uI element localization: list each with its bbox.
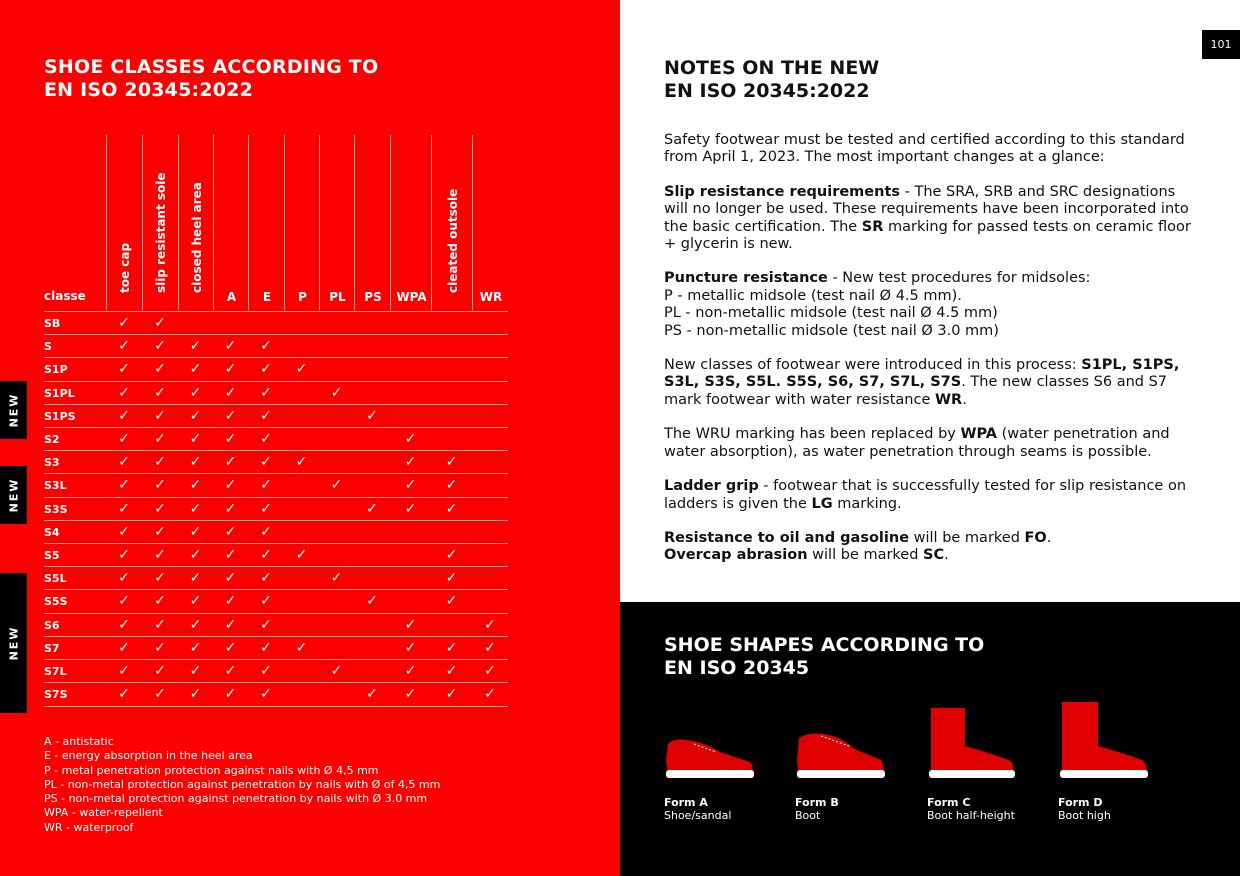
notes-ladder: Ladder grip - footwear that is successfully tested for slip resistance on ladders is given the LG marking. [664,478,1187,512]
check-mark: ✓ [260,477,272,494]
class-label: SB [44,317,61,330]
check-mark: ✓ [154,570,166,587]
check-mark: ✓ [189,407,202,424]
form-a: Form A Shoe/sandal [664,702,774,822]
check-mark: ✓ [154,338,166,355]
class-label: S [44,340,52,354]
class-label: S1P [44,363,68,377]
check-mark: ✓ [118,361,130,378]
check-mark: ✓ [224,407,237,424]
shoe-icon [664,702,756,792]
check-mark: ✓ [118,547,130,563]
form-d: Form D Boot high [1058,702,1168,822]
notes-oil-cap: Resistance to oil and gasoline will be marked FO. Overcap abrasion will be marked SC. [664,529,1052,564]
table-row [44,381,508,405]
new-badge-2: NEW [0,466,27,524]
check-mark: ✓ [154,663,166,679]
page-number: 101 [1202,30,1240,59]
check-mark: ✓ [189,570,202,587]
check-mark: ✓ [260,593,272,610]
table-row [44,682,508,707]
check-mark: ✓ [189,639,202,656]
check-mark: ✓ [154,384,166,401]
column-header: E [248,135,285,310]
check-mark: ✓ [260,616,272,633]
table-row [44,404,508,428]
notes-title: NOTES ON THE NEW EN ISO 20345:2022 [664,57,880,102]
class-label: S3L [44,479,67,493]
check-mark: ✓ [330,477,343,494]
check-mark: ✓ [484,616,496,633]
low-boot-icon [795,702,887,792]
table-row [44,659,508,683]
check-mark: ✓ [404,454,417,471]
check-mark: ✓ [295,361,308,378]
legend-item: P - metal penetration protection against nails with Ø 4,5 mm [44,763,379,777]
check-mark: ✓ [118,454,130,471]
check-mark: ✓ [445,663,458,679]
check-mark: ✓ [154,407,166,424]
check-mark: ✓ [330,663,343,679]
table-row [44,543,508,567]
check-mark: ✓ [260,663,272,679]
class-label: S5 [44,549,60,562]
notes-body [664,132,1200,565]
legend-item: WR - waterproof [44,820,134,834]
check-mark: ✓ [484,663,496,679]
check-mark: ✓ [224,616,237,633]
class-label: S7S [44,688,68,702]
check-mark: ✓ [224,384,237,401]
column-header: WPA [390,135,432,310]
form-c: Form C Boot half-height [927,702,1037,822]
check-mark: ✓ [118,570,130,587]
column-header: closed heel area [178,135,214,310]
table-row [44,427,508,451]
check-mark: ✓ [260,570,272,587]
check-mark: ✓ [445,477,458,494]
class-label: S2 [44,433,60,446]
table-row [44,357,508,381]
check-mark: ✓ [260,431,272,447]
check-mark: ✓ [118,500,130,517]
class-label: S6 [44,618,60,632]
new-badge-1: NEW [0,381,27,439]
table-row [44,334,508,358]
check-mark: ✓ [189,500,202,517]
check-mark: ✓ [189,477,202,494]
check-mark: ✓ [154,361,166,378]
check-mark: ✓ [154,686,166,703]
check-mark: ✓ [189,361,202,378]
notes-new-classes: New classes of footwear were introduced in this process: S1PL, S1PS, S3L, S3S, S5L. S5S, S6, S7, S7L, S7S. The new classes S6 and S7 mark footwear with water resistance WR. [664,357,1180,408]
check-mark: ✓ [260,686,272,703]
check-mark: ✓ [154,547,166,563]
check-mark: ✓ [118,384,130,401]
legend-item: A - antistatic [44,735,114,748]
check-mark: ✓ [404,431,417,447]
table-row [44,497,508,521]
check-mark: ✓ [295,639,308,656]
check-mark: ✓ [295,547,308,563]
check-mark: ✓ [445,686,458,703]
check-mark: ✓ [189,686,202,703]
new-badge-3: NEW [0,573,27,713]
check-mark: ✓ [260,500,272,517]
check-mark: ✓ [330,570,343,587]
shoe-shapes-title: SHOE SHAPES ACCORDING TO EN ISO 20345 [664,634,985,679]
check-mark: ✓ [224,477,237,494]
column-header: WR [472,135,509,310]
check-mark: ✓ [404,500,417,517]
check-mark: ✓ [189,338,202,355]
check-mark: ✓ [224,454,237,471]
half-height-boot-icon [927,702,1019,792]
row-header-classe: classe [44,289,86,303]
legend-item: WPA - water-repellent [44,806,163,820]
check-mark: ✓ [154,477,166,494]
check-mark: ✓ [189,523,202,540]
check-mark: ✓ [189,547,202,563]
check-mark: ✓ [330,384,343,401]
check-mark: ✓ [366,593,378,610]
check-mark: ✓ [154,315,166,331]
legend-item: E - energy absorption in the heel area [44,749,253,763]
check-mark: ✓ [154,616,166,633]
check-mark: ✓ [154,639,166,656]
check-mark: ✓ [445,547,458,563]
check-mark: ✓ [404,639,417,656]
legend-item: PL - non-metal protection against penetration by nails with Ø of 4,5 mm [44,777,441,791]
shoe-shapes-section [620,602,1240,876]
class-label: S5L [44,572,67,586]
check-mark: ✓ [260,338,272,355]
shoe-classes-title: SHOE CLASSES ACCORDING TO EN ISO 20345:2022 [44,56,379,101]
check-mark: ✓ [366,500,378,517]
notes-wru: The WRU marking has been replaced by WPA (water penetration and water absorption), as water penetration through seams is possible. [664,426,1170,460]
check-mark: ✓ [118,616,130,633]
table-row [44,566,508,590]
check-mark: ✓ [118,477,130,494]
check-mark: ✓ [154,593,166,610]
check-mark: ✓ [118,686,130,703]
legend-item: PS - non-metal protection against penetration by nails with Ø 3.0 mm [44,792,428,806]
check-mark: ✓ [118,593,130,610]
table-row [44,613,508,637]
check-mark: ✓ [260,384,272,401]
check-mark: ✓ [295,454,308,471]
check-mark: ✓ [260,454,272,471]
table-row [44,450,508,474]
check-mark: ✓ [189,384,202,401]
check-mark: ✓ [224,663,237,679]
table-row [44,636,508,660]
check-mark: ✓ [484,686,496,703]
notes-slip: Slip resistance requirements - The SRA, SRB and SRC designations will no longer be used. These requirements have been incorporated into the basic certification. The SR marking for passed tests on ceramic floor + glycerin is new. [664,183,1191,253]
check-mark: ✓ [224,431,237,447]
column-header: P [284,135,320,310]
class-label: S7L [44,665,67,678]
check-mark: ✓ [445,639,458,656]
check-mark: ✓ [224,338,237,355]
check-mark: ✓ [154,523,166,540]
table-row [44,473,508,497]
check-mark: ✓ [260,407,272,424]
check-mark: ✓ [404,616,417,633]
check-mark: ✓ [189,454,202,471]
check-mark: ✓ [366,686,378,703]
column-header: cleated outsole [431,135,473,310]
check-mark: ✓ [224,523,237,540]
check-mark: ✓ [118,639,130,656]
check-mark: ✓ [189,593,202,610]
column-header: PS [354,135,391,310]
check-mark: ✓ [404,663,417,679]
check-mark: ✓ [118,663,130,679]
class-label: S3 [44,456,60,470]
check-mark: ✓ [224,500,237,517]
column-header: PL [319,135,355,310]
form-b: Form B Boot [795,702,905,822]
class-label: S7 [44,641,60,655]
check-mark: ✓ [154,431,166,447]
check-mark: ✓ [154,454,166,471]
check-mark: ✓ [189,663,202,679]
check-mark: ✓ [260,639,272,656]
column-header: A [213,135,249,310]
check-mark: ✓ [224,570,237,587]
check-mark: ✓ [404,477,417,494]
table-row [44,589,508,613]
check-mark: ✓ [118,407,130,424]
check-mark: ✓ [260,523,272,540]
column-header: toe cap [106,135,143,310]
check-mark: ✓ [366,407,378,424]
column-header: slip resistant sole [142,135,179,310]
class-label: S1PL [44,386,75,400]
check-mark: ✓ [445,500,458,517]
check-mark: ✓ [224,686,237,703]
check-mark: ✓ [224,593,237,610]
legend [44,735,440,835]
check-mark: ✓ [224,547,237,563]
check-mark: ✓ [118,431,130,447]
notes-intro: Safety footwear must be tested and certified according to this standard from April 1, 2023. The most important changes at a glance: [664,132,1185,166]
check-mark: ✓ [118,315,130,331]
check-mark: ✓ [260,361,272,378]
class-label: S3S [44,502,68,516]
check-mark: ✓ [189,431,202,447]
table-row [44,311,508,335]
high-boot-icon [1058,702,1150,792]
table-row [44,520,508,544]
check-mark: ✓ [224,639,237,656]
check-mark: ✓ [118,338,130,355]
check-mark: ✓ [260,547,272,563]
check-mark: ✓ [224,361,237,378]
check-mark: ✓ [445,454,458,471]
check-mark: ✓ [445,593,458,610]
class-label: S4 [44,525,60,539]
check-mark: ✓ [484,639,496,656]
class-label: S1PS [44,409,76,423]
check-mark: ✓ [118,523,130,540]
check-mark: ✓ [404,686,417,703]
notes-section [620,0,1240,602]
check-mark: ✓ [445,570,458,587]
check-mark: ✓ [154,500,166,517]
check-mark: ✓ [189,616,202,633]
class-label: S5S [44,595,68,609]
notes-puncture: Puncture resistance - New test procedures for midsoles: P - metallic midsole (test nail Ø 4.5 mm). PL - non-metallic midsole (test nail Ø 4.5 mm) PS - non-metallic midsole (test nail Ø 3.0 mm) [664,270,1091,339]
